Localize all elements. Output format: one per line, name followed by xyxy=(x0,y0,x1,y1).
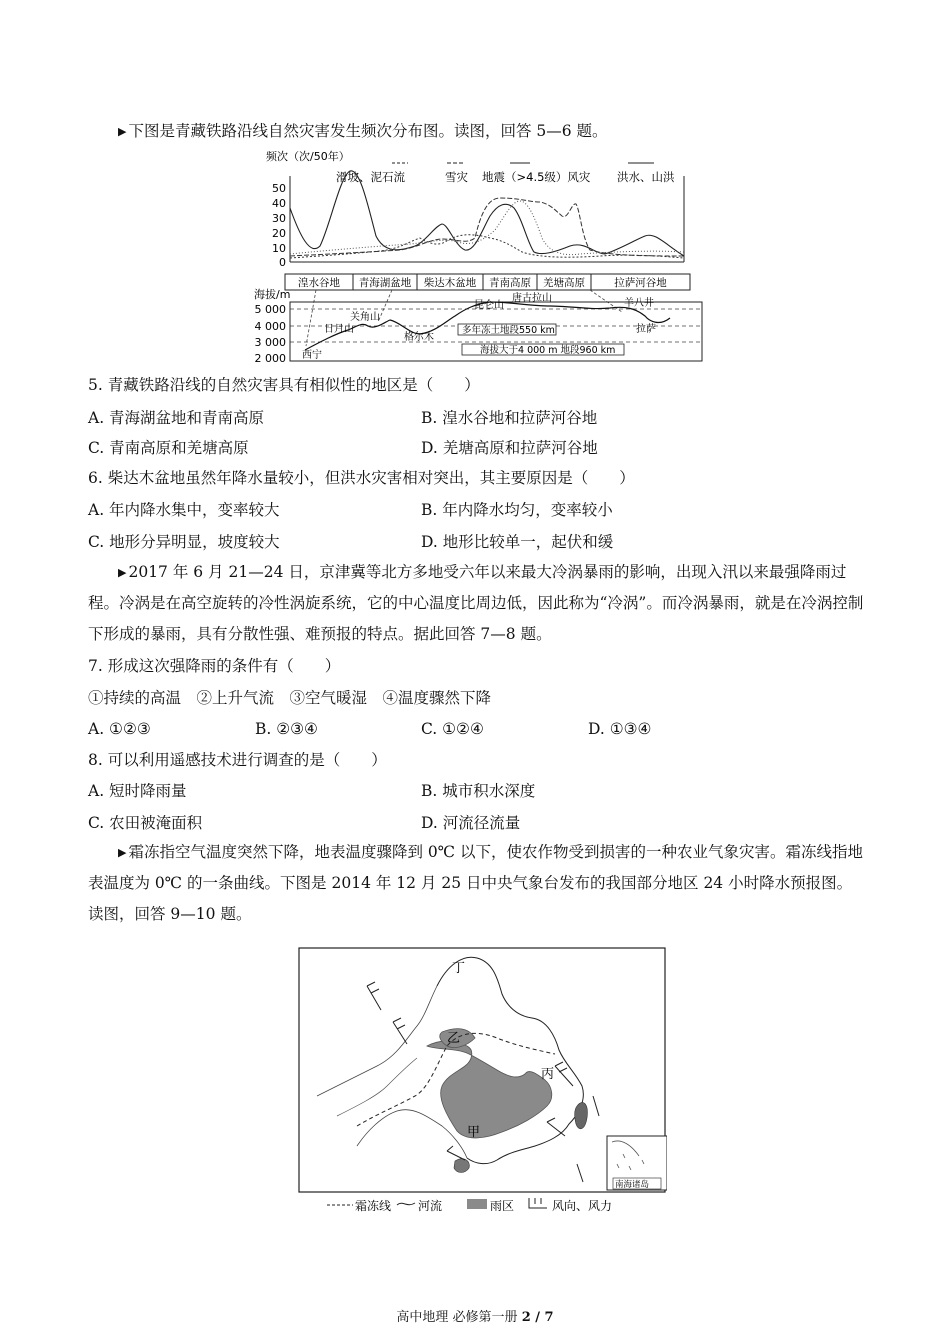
option-6c[interactable]: C. 地形分异明显，坡度较大 xyxy=(88,533,280,551)
profile-place-label: 羊八井 xyxy=(624,298,654,309)
legend-snow: 雪灾 xyxy=(445,170,468,184)
precipitation-forecast-map xyxy=(297,946,667,1221)
option-7d[interactable]: D. ①③④ xyxy=(588,720,652,738)
label-bing: 丙 xyxy=(541,1067,555,1082)
option-6d[interactable]: D. 地形比较单一，起伏和缓 xyxy=(421,533,614,551)
profile-place-label: 唐古拉山 xyxy=(512,293,552,304)
y-tick-label: 10 xyxy=(272,242,286,255)
y-tick-label: 0 xyxy=(279,256,286,269)
option-7c[interactable]: C. ①②④ xyxy=(421,720,484,738)
y-tick-label: 20 xyxy=(272,227,286,240)
profile-ylabel: 海拔/m xyxy=(254,288,291,301)
label-yi: 乙 xyxy=(447,1031,461,1046)
y-tick-label: 50 xyxy=(272,182,286,195)
option-8a[interactable]: A. 短时降雨量 xyxy=(88,782,187,800)
inset-label: 南海诸岛 xyxy=(615,1180,650,1190)
legend-wind: 风向、风力 xyxy=(552,1199,613,1213)
chart-ylabel: 频次（次/50年） xyxy=(266,150,350,163)
option-5c[interactable]: C. 青南高原和羌塘高原 xyxy=(88,439,249,457)
triangle-bullet-icon: ▶ xyxy=(118,846,127,859)
page-footer: 高中地理 必修第一册 2 / 7 xyxy=(396,1310,554,1325)
question-7: 7. 形成这次强降雨的条件有（ ） xyxy=(88,657,341,675)
option-8c[interactable]: C. 农田被淹面积 xyxy=(88,814,203,832)
disaster-frequency-chart xyxy=(250,146,705,368)
profile-place-label: 拉萨 xyxy=(636,324,656,335)
region-label: 拉萨河谷地 xyxy=(614,277,667,289)
question-6: 6. 柴达木盆地虽然年降水量较小，但洪水灾害相对突出，其主要原因是（ ） xyxy=(88,469,635,487)
profile-place-label: 昆仑山 xyxy=(474,300,504,311)
profile-y-tick: 2 000 xyxy=(254,352,286,365)
question-8: 8. 可以利用遥感技术进行调查的是（ ） xyxy=(88,751,387,769)
question-5: 5. 青藏铁路沿线的自然灾害具有相似性的地区是（ ） xyxy=(88,376,480,394)
intro-7-8: ▶ 2017 年 6 月 21—24 日，京津冀等北方多地受六年以来最大冷涡暴雨的影响，出现入汛以来最强降雨过程。冷涡是在高空旋转的冷性涡旋系统，它的中心温度比周边低，因此称为“冷涡”。而冷涡暴雨，就是在冷涡控制下形成的暴雨，具有分散性强、难预报的特点。据此回答 7—8 题。 xyxy=(88,563,864,643)
chart-legend xyxy=(336,163,675,184)
legend-river: 河流 xyxy=(418,1199,443,1213)
note-altitude: 海拔大于4 000 m 地段960 km xyxy=(480,345,616,356)
question-7-items: ①持续的高温 ②上升气流 ③空气暖湿 ④温度骤然下降 xyxy=(88,689,492,707)
option-7a[interactable]: A. ①②③ xyxy=(88,720,151,738)
profile-place-label: 关角山 xyxy=(350,312,380,323)
option-5a[interactable]: A. 青海湖盆地和青南高原 xyxy=(88,409,265,427)
intro-5-6: ▶ 下图是青藏铁路沿线自然灾害发生频次分布图。读图，回答 5—6 题。 xyxy=(118,122,608,140)
region-label: 青南高原 xyxy=(489,277,531,289)
option-8b[interactable]: B. 城市积水深度 xyxy=(421,782,536,800)
page-number: 2 / 7 xyxy=(521,1310,554,1325)
profile-place-label: 西宁 xyxy=(302,350,322,361)
region-label: 湟水谷地 xyxy=(298,277,340,289)
y-tick-label: 30 xyxy=(272,212,286,225)
series-quake-line xyxy=(290,201,684,255)
legend-quake-wind: 地震（>4.5级）风灾 xyxy=(482,170,591,184)
legend-flood: 洪水、山洪 xyxy=(617,170,675,184)
profile-place-label: 格尔木 xyxy=(404,332,434,343)
option-6a[interactable]: A. 年内降水集中，变率较大 xyxy=(88,501,280,519)
option-5d[interactable]: D. 羌塘高原和拉萨河谷地 xyxy=(421,439,598,457)
legend-rain: 雨区 xyxy=(490,1199,515,1213)
region-label: 柴达木盆地 xyxy=(423,277,477,289)
option-7b[interactable]: B. ②③④ xyxy=(255,720,318,738)
region-label: 羌塘高原 xyxy=(543,277,585,289)
triangle-bullet-icon: ▶ xyxy=(118,125,127,138)
series-snow-line xyxy=(290,198,684,256)
option-6b[interactable]: B. 年内降水均匀，变率较小 xyxy=(421,501,613,519)
note-permafrost: 多年冻土地段550 km xyxy=(462,325,555,336)
intro-9-10: ▶ 霜冻指空气温度突然下降，地表温度骤降到 0℃ 以下，使农作物受到损害的一种农业气象灾害。霜冻线指地表温度为 0℃ 的一条曲线。下图是 2014 年 12 月 25 日中央气象台发布的我国部分地区 24 小时降水预报图。读图，回答 9—10 题。 xyxy=(88,843,864,923)
region-label: 青海湖盆地 xyxy=(358,277,412,289)
profile-y-tick: 5 000 xyxy=(254,303,286,316)
profile-y-tick: 4 000 xyxy=(254,320,286,333)
option-5b[interactable]: B. 湟水谷地和拉萨河谷地 xyxy=(421,409,598,427)
triangle-bullet-icon: ▶ xyxy=(118,566,127,579)
label-jia: 甲 xyxy=(467,1125,481,1140)
y-tick-label: 40 xyxy=(272,197,286,210)
legend-landslide: 滑坡、泥石流 xyxy=(336,170,405,184)
label-ding: 丁 xyxy=(452,961,466,976)
legend-frost: 霜冻线 xyxy=(355,1199,392,1213)
option-8d[interactable]: D. 河流径流量 xyxy=(421,814,521,832)
profile-place-label: 日月山 xyxy=(324,324,354,335)
profile-y-tick: 3 000 xyxy=(254,336,286,349)
